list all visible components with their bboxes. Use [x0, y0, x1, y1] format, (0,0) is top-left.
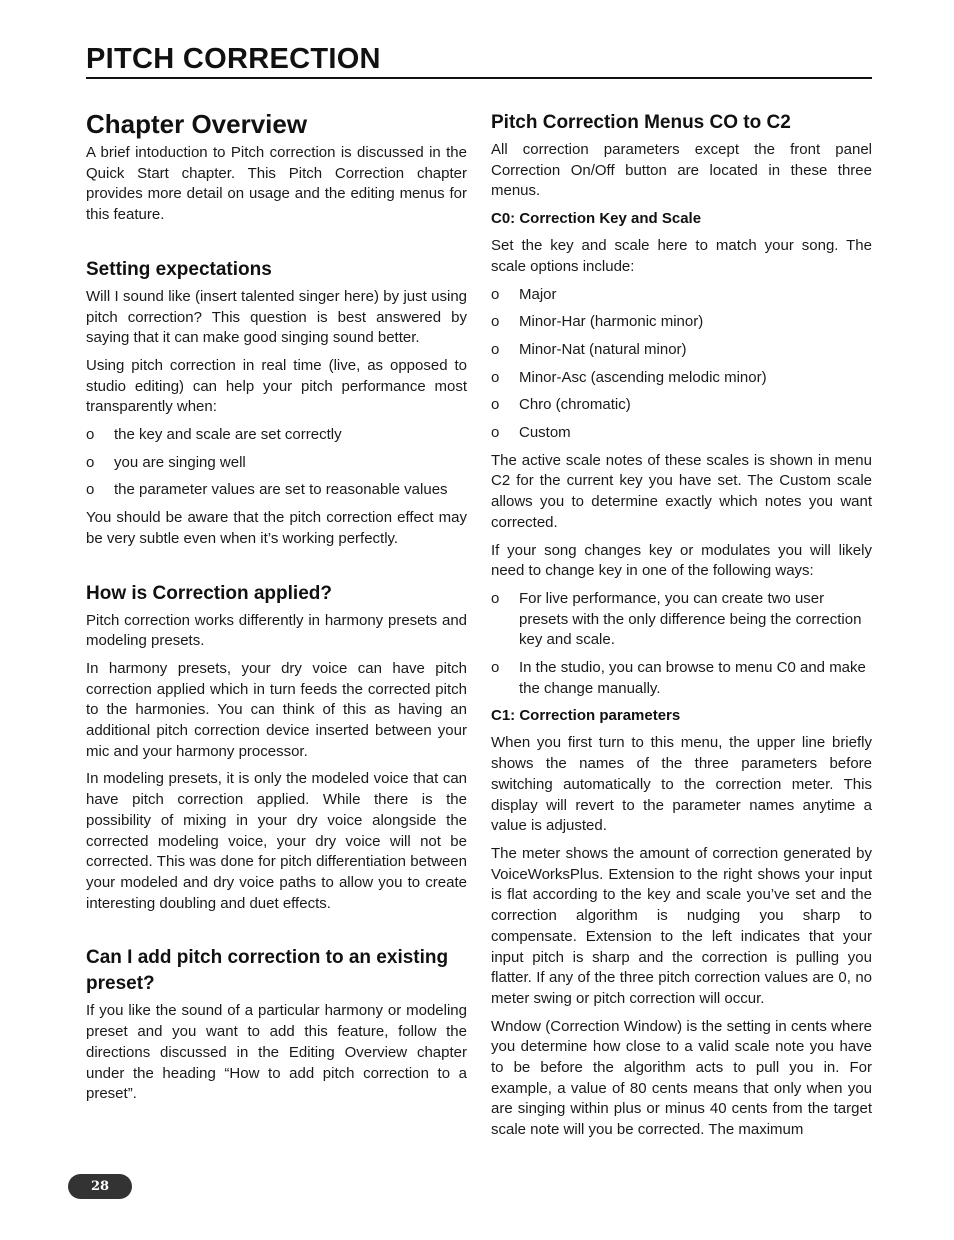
heading-correction-applied: How is Correction applied?: [86, 582, 332, 604]
heading-add-correction: Can I add pitch correction to an existing preset?: [86, 947, 449, 995]
paragraph: If your song changes key or modulates you will likely need to change key in one of the following ways:: [491, 541, 872, 580]
bullet: o: [491, 589, 500, 607]
paragraph: Set the key and scale here to match your song. The scale options include:: [491, 237, 872, 275]
scale-options-list: [491, 285, 872, 444]
list-item: [86, 425, 467, 446]
paragraph: Using pitch correction in real time (live, as opposed to studio editing) can help your pitch performance most transparently when:: [86, 356, 467, 416]
chapter-title: Chapter Overview: [86, 109, 308, 139]
paragraph: The active scale notes of these scales is shown in menu C2 for the current key you have set. The Custom scale allows you to determine exactly which notes you want corrected.: [491, 451, 872, 531]
list-item-text: the parameter values are set to reasonable values: [114, 481, 448, 499]
list-item-text: the key and scale are set correctly: [114, 426, 342, 444]
paragraph: In harmony presets, your dry voice can have pitch correction applied which in turn feeds the corrected pitch to the harmonies. You can think of this as having an additional pitch correction device inserted between your mic and your harmony processor.: [86, 659, 467, 760]
heading-c0: C0: Correction Key and Scale: [491, 210, 702, 228]
paragraph: Pitch correction works differently in harmony presets and modeling presets.: [86, 611, 467, 650]
paragraph: The meter shows the amount of correction generated by VoiceWorksPlus. Extension to the right shows your input is flat according to the key and scale you’ve set and the correction algorithm is nudging you sharp to compensate. Extension to the left indicates that your input pitch is sharp and the correction is pulling you flatter. If any of the three pitch correction values are 0, no meter swing or pitch correction will occur.: [491, 844, 872, 1007]
list-item-text: you are singing well: [114, 453, 246, 471]
list-item-text: In the studio, you can browse to menu C0 and make the change manually.: [519, 659, 866, 697]
list-item-text: Minor-Nat (natural minor): [519, 340, 687, 358]
list-item-text: Major: [519, 285, 557, 303]
paragraph: If you like the sound of a particular harmony or modeling preset and you want to add this feature, follow the directions discussed in the Editing Overview chapter under the heading “How to add pitch correction to a preset”.: [86, 1002, 467, 1103]
list-item: [86, 480, 467, 501]
page-header: [86, 42, 872, 79]
key-change-list: [491, 589, 872, 700]
list-item: [491, 312, 872, 333]
list-item-text: Chro (chromatic): [519, 396, 631, 414]
list-item-text: For live performance, you can create two user presets with the only difference being the correction key and scale.: [519, 589, 862, 649]
section-title: PITCH CORRECTION: [86, 43, 381, 75]
expectations-list: [86, 425, 467, 501]
right-column: [491, 110, 872, 1148]
page-number: 28: [68, 1174, 132, 1199]
bullet: o: [491, 340, 500, 358]
list-item: [491, 423, 872, 444]
heading-correction-menus: Pitch Correction Menus CO to C2: [491, 112, 791, 133]
paragraph: In modeling presets, it is only the modeled voice that can have pitch correction applied. While there is the possibility of mixing in your dry voice alongside the corrected modeling voice, your dry voice will not be corrected. This was done for pitch differentiation between your modeled and dry voice paths to allow you to create interesting doubling and duet effects.: [86, 770, 467, 912]
bullet: o: [491, 659, 500, 677]
paragraph: All correction parameters except the front panel Correction On/Off button are located in these three menus.: [491, 141, 872, 200]
heading-c1: C1: Correction parameters: [491, 707, 681, 725]
list-item-text: Minor-Asc (ascending melodic minor): [519, 368, 767, 386]
bullet: o: [491, 313, 500, 331]
list-item: [491, 658, 872, 699]
bullet: o: [491, 424, 500, 442]
bullet: o: [86, 426, 95, 444]
left-column: [86, 108, 467, 1112]
paragraph: When you first turn to this menu, the upper line briefly shows the names of the three parameters before switching automatically to the correction meter. This display will revert to the parameter names anytime a value is adjusted.: [491, 734, 872, 835]
paragraph: You should be aware that the pitch correction effect may be very subtle even when it’s working perfectly.: [86, 509, 467, 547]
list-item: [491, 589, 872, 651]
bullet: o: [491, 285, 500, 303]
list-item-text: Minor-Har (harmonic minor): [519, 313, 704, 331]
list-item-text: Custom: [519, 424, 571, 442]
list-item: [86, 453, 467, 474]
intro-paragraph: A brief intoduction to Pitch correction is discussed in the Quick Start chapter. This Pitch Correction chapter provides more detail on usage and the editing menus for this feature.: [86, 144, 467, 224]
bullet: o: [86, 453, 95, 471]
bullet: o: [491, 396, 500, 414]
bullet: o: [86, 481, 95, 499]
list-item: [491, 395, 872, 416]
paragraph: Will I sound like (insert talented singer here) by just using pitch correction? This question is best answered by saying that it can make good singing sound better.: [86, 287, 467, 347]
paragraph: Wndow (Correction Window) is the setting in cents where you determine how close to a valid scale note you have to be before the algorithm acts to pull you in. For example, a value of 80 cents means that only when you are singing within plus or minus 40 cents from the target scale note will you be corrected. The maximum: [491, 1017, 872, 1139]
list-item: [491, 368, 872, 389]
heading-setting-expectations: Setting expectations: [86, 258, 272, 280]
list-item: [491, 285, 872, 306]
bullet: o: [491, 368, 500, 386]
list-item: [491, 340, 872, 361]
